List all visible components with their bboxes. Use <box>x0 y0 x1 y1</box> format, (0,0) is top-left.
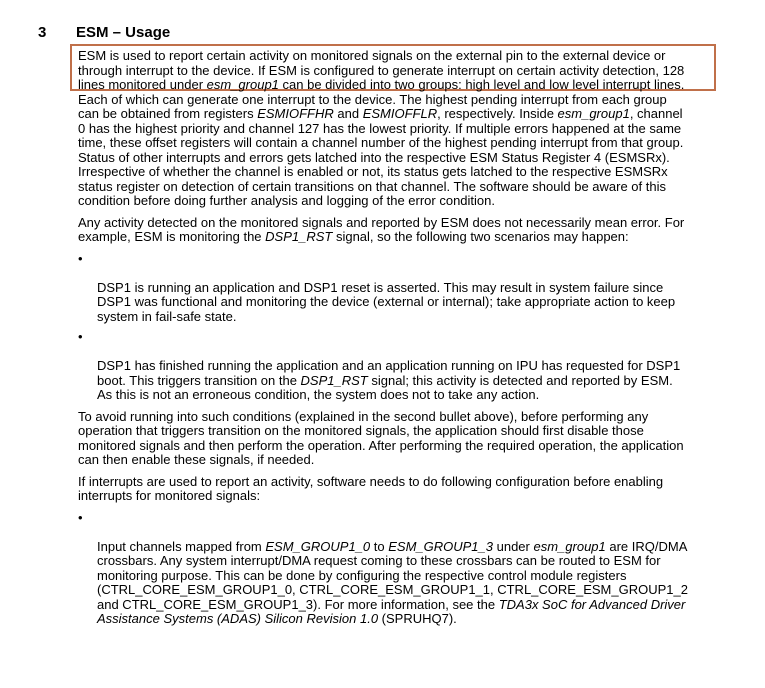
text-run: to <box>370 538 389 554</box>
list-item <box>78 330 718 403</box>
emphasized-text: DSP1_RST <box>300 372 368 388</box>
text-run: DSP1 has finished running the application and an application running on IPU has requested for DSP1 boot. This triggers transition on the <box>97 358 681 388</box>
emphasized-text: DSP1_RST <box>265 229 333 244</box>
emphasized-text: ESM_GROUP1_0 <box>265 538 371 554</box>
emphasized-text: ESMIOFFLR <box>362 106 438 121</box>
paragraph <box>78 475 718 504</box>
section-title: ESM – Usage <box>76 24 171 41</box>
text-run: and <box>333 106 363 121</box>
bullet-icon: • <box>78 509 83 525</box>
text-run: ESM is used to report certain activity on monitored signals on the external pin to the external device or through interrupt to the device. If ESM is configured to generate interrupt on certain activity detection, 128 lines monitored under <box>78 48 685 92</box>
emphasized-text: TDA3x SoC for Advanced Driver Assistance Systems (ADAS) Silicon Revision 1.0 <box>97 596 686 626</box>
emphasized-text: ESM_GROUP1_3 <box>388 538 493 554</box>
list-item-text <box>97 358 680 402</box>
list-item-text <box>97 539 688 627</box>
text-run: , respectively. Inside <box>437 106 558 121</box>
text-run: , channel 0 has the highest priority and channel 127 has the lowest priority. If multiple errors happened at the same time, these offset registers will contain a channel number of the highest pending interrupt from that group. Status of other interrupts and errors gets latched into the respective ESM Status Register 4 (ESMSRx). Irrespective of whether the channel is enabled or not, its status gets latched to the respective ESMSRx status register on detection of certain transitions on that channel. The software should be aware of this condition before doing further analysis and logging of the error condition. <box>78 106 684 208</box>
text-run: Input channels mapped from <box>97 538 266 554</box>
text-run: are IRQ/DMA crossbars. Any system interrupt/DMA request coming to these crossbars can be routed to ESM for monitoring purpose. This can be done by configuring the respective control module registers (CTRL_CORE_ESM_GROUP1_0, CTRL_CORE_ESM_GROUP1_1, CTRL_CORE_ESM_GROUP1_2 and CTRL_CORE_ESM_GROUP1_3). For more information, see the <box>97 538 688 612</box>
text-run: Any activity detected on the monitored signals and reported by ESM does not necessarily mean error. For example, ESM is monitoring the <box>78 214 685 244</box>
text-run: under <box>493 538 534 554</box>
paragraph <box>78 216 718 245</box>
text-run: If interrupts are used to report an activity, software needs to do following configuration before enabling interrupts for monitored signals: <box>78 473 664 503</box>
bullet-icon: • <box>78 329 83 344</box>
emphasized-text: ESMIOFFHR <box>257 106 334 121</box>
text-run: signal, so the following two scenarios may happen: <box>332 229 629 244</box>
list-item <box>78 511 718 627</box>
emphasized-text: esm_group1 <box>533 538 606 554</box>
bullet-icon: • <box>78 250 83 266</box>
text-run: (SPRUHQ7). <box>378 611 457 626</box>
bullet-list <box>78 252 718 403</box>
emphasized-text: esm_group1 <box>206 77 279 92</box>
emphasized-text: esm_group1 <box>557 106 630 121</box>
list-item-text <box>97 280 675 324</box>
text-run: can be divided into two groups: high level and low level interrupt lines. Each of which can generate one interrupt to the device. The highest pending interrupt from each group can be obtained from registers <box>78 77 685 121</box>
bullet-list <box>78 511 718 627</box>
paragraph <box>78 410 718 468</box>
section-number: 3 <box>38 24 47 41</box>
body-text <box>78 49 718 634</box>
list-item <box>78 252 718 325</box>
text-run: signal; this activity is detected and reported by ESM. As this is not an erroneous condition, the system does not to take any action. <box>97 372 673 402</box>
text-run: DSP1 is running an application and DSP1 reset is asserted. This may result in system failure since DSP1 was functional and monitoring the device (external or internal); take appropriate action to keep system in fail-safe state. <box>97 279 676 324</box>
paragraph <box>78 49 718 209</box>
text-run: To avoid running into such conditions (explained in the second bullet above), before performing any operation that triggers transition on the monitored signals, the application should first disable those monitored signals and then perform the operation. After performing the required operation, the application can then enable these signals, if needed. <box>78 408 684 467</box>
